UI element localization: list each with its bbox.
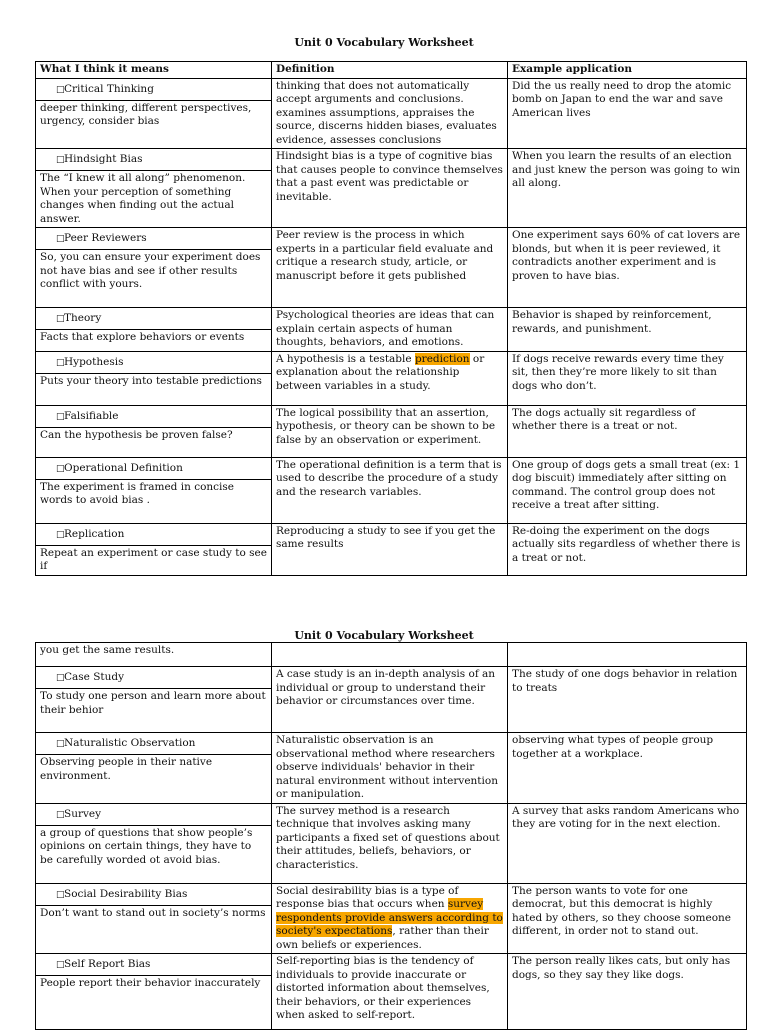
term-label: Survey [64, 807, 102, 820]
term-cell [36, 803, 272, 883]
term-cell [36, 405, 272, 457]
meaning-text: a group of questions that show people’s opinions on certain things, they have to be carefully worded ot avoid bias. [40, 826, 253, 866]
definition-cell: The operational definition is a term that is used to describe the procedure of a study and the research variables. [272, 457, 508, 523]
example-cell [508, 643, 747, 667]
meaning-text: People report their behavior inaccurately [40, 977, 261, 989]
term-cell [36, 351, 272, 405]
page-title: Unit 0 Vocabulary Worksheet [294, 629, 474, 642]
checkbox-bullet-icon: □ [56, 314, 65, 324]
example-cell: When you learn the results of an election and just knew the person was going to win all along. [508, 149, 747, 228]
table-row [36, 149, 747, 228]
term-cell [36, 308, 272, 352]
example-cell: Behavior is shaped by reinforcement, rewards, and punishment. [508, 308, 747, 352]
term-cell [36, 78, 272, 149]
definition-cell [272, 883, 508, 954]
term-label: Peer Reviewers [64, 232, 147, 244]
table-header-row [36, 62, 747, 79]
definition-cell [272, 643, 508, 667]
term-label: Self Report Bias [64, 958, 151, 970]
definition-text: , rather than their own beliefs or experiences. [276, 925, 489, 951]
vocabulary-table [35, 61, 747, 576]
example-cell: The study of one dogs behavior in relation to treats [508, 667, 747, 733]
term-cell [36, 457, 272, 523]
table-row [36, 954, 747, 1030]
meaning-text: Don’t want to stand out in society’s norms [40, 906, 266, 919]
definition-cell: Hindsight bias is a type of cognitive bias that causes people to convince themselves that a past event was predictable or inevitable. [272, 149, 508, 228]
meaning-text: The experiment is framed in concise words to avoid bias . [40, 480, 234, 506]
highlighted-text: prediction [414, 352, 470, 365]
example-cell: The person wants to vote for one democrat, but this democrat is highly hated by others, so they choose someone different, in order not to stand out. [508, 883, 747, 954]
column-header: Example application [508, 62, 747, 79]
example-cell: One group of dogs gets a small treat (ex: 1 dog biscuit) immediately after sitting on command. The control group does not receive a treat after sitting. [508, 457, 747, 523]
checkbox-bullet-icon: □ [56, 673, 65, 683]
definition-cell: Naturalistic observation is an observational method where researchers observe individuals' behavior in their natural environment without intervention or manipulation. [272, 733, 508, 804]
meaning-text: So, you can ensure your experiment does not have bias and see if other results conflict with yours. [40, 251, 261, 290]
example-cell: The dogs actually sit regardless of whether there is a treat or not. [508, 405, 747, 457]
term-cell [36, 149, 272, 228]
definition-cell: thinking that does not automatically accept arguments and conclusions. examines assumptions, appraises the source, discerns hidden biases, evaluates evidence, assesses conclusions [272, 78, 508, 149]
term-label: Social Desirability Bias [64, 887, 188, 900]
meaning-text: To study one person and learn more about their behior [40, 690, 266, 716]
table-row [36, 457, 747, 523]
term-label: Critical Thinking [64, 82, 154, 95]
example-cell: observing what types of people group together at a workplace. [508, 733, 747, 804]
checkbox-bullet-icon: □ [56, 155, 65, 165]
meaning-text: Repeat an experiment or case study to see if [40, 546, 267, 572]
definition-cell: The survey method is a research technique that involves asking many participants a fixed set of questions about their attitudes, beliefs, behaviors, or characteristics. [272, 803, 508, 883]
meaning-text: The “I knew it all along” phenomenon. When your perception of something changes when finding out the actual answer. [40, 172, 246, 225]
checkbox-bullet-icon: □ [56, 809, 65, 820]
example-cell: Re-doing the experiment on the dogs actually sits regardless of whether there is a treat or not. [508, 523, 747, 575]
definition-cell: The logical possibility that an assertion, hypothesis, or theory can be shown to be false by an observation or experiment. [272, 405, 508, 457]
term-label: Hindsight Bias [64, 153, 143, 165]
checkbox-bullet-icon: □ [56, 739, 65, 749]
meaning-text: Can the hypothesis be proven false? [40, 428, 233, 441]
term-cell [36, 667, 272, 733]
term-cell [36, 228, 272, 308]
example-cell: One experiment says 60% of cat lovers are blonds, but when it is peer reviewed, it contradicts another experiment and is proven to have bias. [508, 228, 747, 308]
meaning-text: Puts your theory into testable predictions [40, 374, 262, 387]
definition-cell: Reproducing a study to see if you get the same results [272, 523, 508, 575]
column-header: Definition [272, 62, 508, 79]
meaning-text: Facts that explore behaviors or events [40, 331, 245, 343]
vocabulary-table-continued [35, 642, 747, 1030]
term-label: Replication [64, 527, 125, 540]
table-row [36, 78, 747, 149]
definition-cell: Self-reporting bias is the tendency of individuals to provide inaccurate or distorted information about themselves, their behaviors, or their experiences when asked to self-report. [272, 954, 508, 1030]
term-label: Hypothesis [64, 355, 124, 368]
term-cell [36, 523, 272, 575]
table-row [36, 308, 747, 352]
checkbox-bullet-icon: □ [56, 889, 65, 900]
highlighted-text: survey respondents provide answers according to society's expectations [276, 898, 503, 937]
term-label: Operational Definition [64, 461, 183, 474]
table-row [36, 523, 747, 575]
checkbox-bullet-icon: □ [56, 357, 65, 368]
example-cell: The person really likes cats, but only has dogs, so they say they like dogs. [508, 954, 747, 1030]
checkbox-bullet-icon: □ [56, 529, 65, 540]
term-label: Naturalistic Observation [64, 737, 196, 749]
continuation-cell: you get the same results. [36, 643, 272, 667]
term-label: Falsifiable [64, 409, 119, 422]
table-row [36, 733, 747, 804]
example-cell: If dogs receive rewards every time they sit, then they’re more likely to sit than dogs who don’t. [508, 351, 747, 405]
checkbox-bullet-icon: □ [56, 960, 65, 970]
definition-text: or explanation about the relationship between variables in a study. [276, 352, 485, 392]
checkbox-bullet-icon: □ [56, 463, 65, 474]
term-label: Theory [64, 312, 102, 324]
definition-cell [272, 351, 508, 405]
checkbox-bullet-icon: □ [56, 411, 65, 422]
definition-cell: Peer review is the process in which experts in a particular field evaluate and critique a research study, article, or manuscript before it gets published [272, 228, 508, 308]
definition-text: Social desirability bias is a type of response bias that occurs when [276, 884, 459, 910]
example-cell: A survey that asks random Americans who they are voting for in the next election. [508, 803, 747, 883]
meaning-text: deeper thinking, different perspectives, urgency, consider bias [40, 101, 252, 127]
checkbox-bullet-icon: □ [56, 234, 65, 244]
definition-cell: Psychological theories are ideas that can explain certain aspects of human thoughts, behaviors, and emotions. [272, 308, 508, 352]
term-cell [36, 733, 272, 804]
example-cell: Did the us really need to drop the atomic bomb on Japan to end the war and save American lives [508, 78, 747, 149]
definition-cell: A case study is an in-depth analysis of an individual or group to understand their behavior or circumstances over time. [272, 667, 508, 733]
table-row [36, 803, 747, 883]
page-title: Unit 0 Vocabulary Worksheet [294, 36, 474, 49]
checkbox-bullet-icon: □ [56, 84, 65, 95]
table-row [36, 883, 747, 954]
table-row [36, 405, 747, 457]
column-header: What I think it means [36, 62, 272, 79]
term-cell [36, 883, 272, 954]
meaning-text: Observing people in their native environment. [40, 756, 213, 782]
table-row [36, 667, 747, 733]
table-row [36, 351, 747, 405]
table-row [36, 228, 747, 308]
table-row [36, 643, 747, 667]
term-label: Case Study [64, 671, 125, 683]
definition-text: A hypothesis is a testable [276, 352, 415, 365]
term-cell [36, 954, 272, 1030]
